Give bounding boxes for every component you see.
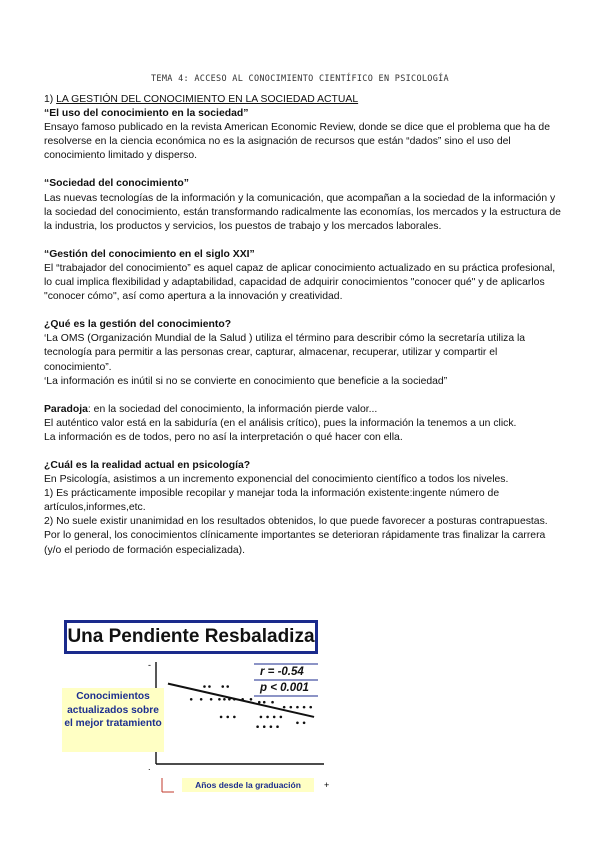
scatter-point: [208, 685, 211, 688]
paragraph-realidad-3: 2) No suele existir unanimidad en los resultados obtenidos, lo que puede favorecer a posturas contrapuestas.: [44, 516, 548, 528]
scatter-point: [276, 725, 279, 728]
scatter-point: [309, 706, 312, 709]
scatter-point: [223, 698, 226, 701]
scatter-point: [210, 698, 213, 701]
paragraph-realidad-4: Por lo general, los conocimientos clínicamente importantes se deterioran rápidamente tras finalizar la carrera (y/o el periodo de formación especializada).: [44, 530, 546, 556]
y-axis-tick-top: -: [148, 660, 151, 670]
paragraph-realidad-2: 1) Es prácticamente imposible recopilar y manejar toda la información existente:ingente número de artículos,informes,etc.: [44, 488, 500, 514]
scatter-point: [220, 716, 223, 719]
paragraph-informacion: ‘La información es inútil si no se convierte en conocimiento que beneficie a la sociedad”: [44, 375, 448, 387]
section-heading-text: LA GESTIÓN DEL CONOCIMIENTO EN LA SOCIEDAD ACTUAL: [56, 94, 359, 105]
r-value-label: r = -0.54: [260, 666, 304, 678]
scatter-point: [226, 685, 229, 688]
heading-sociedad: “Sociedad del conocimiento”: [44, 178, 189, 190]
paragraph-uso: Ensayo famoso publicado en la revista American Economic Review, donde se dice que el problema que ha de resolverse en la ciencia económica no es la asignación de recursos que están “dados” sino el uso del conocimiento limitado y disperso.: [44, 122, 550, 162]
paragraph-valor: El auténtico valor está en la sabiduría (en el análisis crítico), pues la información la tenemos a un click.: [44, 417, 517, 429]
page-title: TEMA 4: ACCESO AL CONOCIMIENTO CIENTÍFICO EN PSICOLOGÍA: [151, 74, 449, 84]
scatter-point: [190, 698, 193, 701]
scatter-point: [280, 716, 283, 719]
slope-figure: [62, 618, 332, 796]
paradoja-text: : en la sociedad del conocimiento, la información pierde valor...: [87, 403, 378, 415]
scatter-point: [260, 716, 263, 719]
paradoja-label: Paradoja: [44, 403, 88, 415]
y-axis-label: Conocimientos actualizados sobre el mejor tratamiento: [62, 688, 164, 752]
paragraph-interpretacion: La información es de todos, pero no así la interpretación o qué hacer con ella.: [44, 431, 403, 443]
p-value-label: p < 0.001: [260, 682, 309, 694]
paragraph-sociedad: Las nuevas tecnologías de la información y la comunicación, que acompañan a la sociedad de la información y la sociedad del conocimiento, están transformando radicalmente las economías, los mercados y la estructura de la industria, los productos y servicios, los puestos de trabajo y los mercados laborales.: [44, 192, 561, 232]
scatter-point: [303, 722, 306, 725]
heading-uso: “El uso del conocimiento en la sociedad”: [44, 108, 249, 120]
scatter-point: [250, 698, 253, 701]
section-number: 1): [44, 94, 57, 105]
scatter-point: [270, 725, 273, 728]
figure-title: Una Pendiente Resbaladiza: [64, 620, 318, 654]
scatter-point: [233, 716, 236, 719]
heading-que-es: ¿Qué es la gestión del conocimiento?: [44, 319, 232, 331]
scatter-point: [263, 701, 266, 704]
scatter-point: [200, 698, 203, 701]
scatter-point: [263, 725, 266, 728]
scatter-point: [296, 706, 299, 709]
scatter-point: [221, 685, 224, 688]
scatter-point: [218, 698, 221, 701]
scatter-point: [203, 685, 206, 688]
scatter-point: [296, 722, 299, 725]
scatter-point: [266, 716, 269, 719]
paragraph-paradoja: [44, 403, 564, 417]
scatter-point: [283, 706, 286, 709]
scatter-point: [256, 725, 259, 728]
scatter-point: [226, 716, 229, 719]
paragraph-gestion: El “trabajador del conocimiento” es aquel capaz de aplicar conocimiento actualizado en su práctica profesional, lo cual implica flexibilidad y adaptabilidad, capacidad de adquirir conocimientos "conocer qué" y de aplicarlos "conocer cómo", así como apertura a la innovación y creatividad.: [44, 262, 556, 303]
heading-realidad: ¿Cuál es la realidad actual en psicología?: [44, 459, 251, 471]
scatter-point: [258, 701, 261, 704]
y-axis-tick-bottom: .: [148, 762, 151, 772]
paragraph-realidad-1: En Psicología, asistimos a un incremento exponencial del conocimiento científico a todos los niveles.: [44, 474, 509, 486]
x-axis-tick-right: +: [324, 780, 330, 790]
scatter-point: [273, 716, 276, 719]
x-axis-label: Años desde la graduación: [182, 778, 314, 792]
section-heading: [44, 93, 564, 107]
paragraph-oms: ‘La OMS (Organización Mundial de la Salud ) utiliza el término para describir cómo la secretaría utiliza la tecnología para permitir a las personas crear, capturar, almacenar, recuperar, utilizar y compartir el conocimiento”.: [44, 333, 526, 373]
document-body: [44, 93, 564, 558]
scatter-point: [271, 701, 274, 704]
scatter-point: [303, 706, 306, 709]
scatter-point: [290, 706, 293, 709]
heading-gestion: “Gestión del conocimiento en el siglo XXI”: [44, 248, 255, 260]
